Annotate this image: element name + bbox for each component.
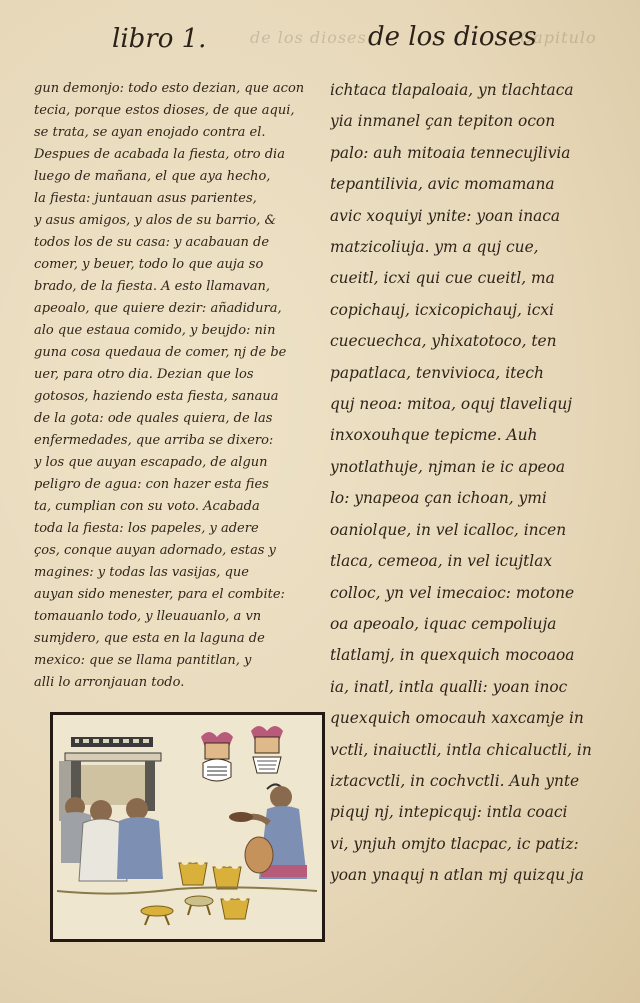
text-line: se trata, se ayan enojado contra el. bbox=[34, 125, 266, 140]
clay-vessel-icon bbox=[245, 837, 273, 873]
bleed-through-text: de los dioses bbox=[250, 28, 367, 47]
text-line: guna cosa quedaua de comer, nj de be bbox=[34, 345, 287, 360]
text-line: iztacvctli, in cochvctli. Auh ynte bbox=[330, 771, 580, 790]
text-line: inxoxouhque tepicme. Auh bbox=[330, 426, 538, 445]
text-line: tecia, porque estos dioses, de que aqui, bbox=[34, 103, 295, 118]
text-line: y asus amigos, y alos de su barrio, & bbox=[34, 213, 277, 228]
deity-head-icon bbox=[201, 732, 233, 781]
feast-illustration bbox=[50, 712, 325, 942]
text-line: avic xoquiyi ynite: yoan inaca bbox=[330, 206, 561, 225]
text-line: toda la fiesta: los papeles, y adere bbox=[34, 521, 259, 536]
text-line: piquj nj, intepicquj: intla coaci bbox=[330, 803, 568, 822]
bleed-through-text: Capitulo bbox=[520, 28, 597, 47]
text-line: tepantilivia, avic momamana bbox=[330, 175, 555, 194]
text-line: mexico: que se llama pantitlan, y bbox=[34, 653, 252, 668]
page-header-title: de los dioses bbox=[368, 22, 537, 52]
text-line: ços, conque auyan adornado, estas y bbox=[34, 543, 276, 558]
text-line: vctli, inaiuctli, intla chicaluctli, in bbox=[330, 740, 592, 759]
text-line: tomauanlo todo, y lleuauanlo, a vn bbox=[34, 609, 262, 624]
text-line: todos los de su casa: y acabauan de bbox=[34, 235, 270, 250]
text-line: gotosos, haziendo esta fiesta, sanaua bbox=[34, 389, 279, 404]
text-line: alo que estaua comido, y beujdo: nin bbox=[34, 323, 276, 338]
text-line: matzicoliuja. ym a quj cue, bbox=[330, 238, 539, 257]
text-line: tlatlamj, in quexquich mocoaoa bbox=[330, 646, 575, 665]
text-line: de la gota: ode quales quiera, de las bbox=[34, 411, 273, 426]
text-line: enfermedades, que arriba se dixero: bbox=[34, 433, 274, 448]
page-header-book: libro 1. bbox=[112, 24, 207, 54]
text-line: cueitl, icxi qui cue cueitl, ma bbox=[330, 269, 555, 288]
text-line: papatlaca, tenvivioca, itech bbox=[330, 363, 544, 382]
text-line: apeoalo, que quiere dezir: añadidura, bbox=[34, 301, 282, 316]
text-line: Despues de acabada la fiesta, otro dia bbox=[34, 147, 285, 162]
text-line: sumjdero, que esta en la laguna de bbox=[34, 631, 265, 646]
text-line: ichtaca tlapaloaia, yn tlachtaca bbox=[330, 81, 574, 99]
food-basket-icon bbox=[213, 859, 241, 889]
deity-head-icon bbox=[251, 726, 283, 773]
text-line: quexquich omocauh xaxcamje in bbox=[330, 709, 584, 728]
text-line: cuecuechca, yhixatotoco, ten bbox=[330, 332, 557, 351]
text-line: yia inmanel çan tepiton ocon bbox=[330, 112, 556, 131]
text-line: copichauj, icxicopichauj, icxi bbox=[330, 300, 554, 319]
text-line: uer, para otro dia. Dezian que los bbox=[34, 367, 254, 382]
text-line: yoan ynaquj n atlan mj quizqu ja bbox=[330, 866, 584, 885]
food-basket-icon bbox=[179, 855, 207, 885]
text-line: ta, cumplian con su voto. Acabada bbox=[34, 499, 260, 514]
text-line: luego de mañana, el que aya hecho, bbox=[34, 169, 271, 184]
text-line: gun demonjo: todo esto dezian, que acon bbox=[34, 81, 305, 96]
text-line: y los que auyan escapado, de algun bbox=[34, 455, 268, 470]
text-line: magines: y todas las vasijas, que bbox=[34, 565, 249, 580]
text-line: tlaca, cemeoa, in vel icujtlax bbox=[330, 552, 553, 571]
food-bowl-icon bbox=[185, 896, 213, 915]
text-line: brado, de la fiesta. A esto llamavan, bbox=[34, 279, 270, 294]
text-line: alli lo arronjauan todo. bbox=[34, 675, 185, 690]
text-line: comer, y beuer, todo lo que auja so bbox=[34, 257, 264, 272]
text-line: peligro de agua: con hazer esta fies bbox=[34, 477, 269, 492]
text-line: ynotlathuje, njman ie ic apeoa bbox=[330, 457, 566, 476]
nahuatl-text-column bbox=[330, 75, 630, 892]
text-line: auyan sido menester, para el combite: bbox=[34, 587, 285, 602]
food-bowl-icon bbox=[141, 906, 173, 925]
text-line: quj neoa: mitoa, oquj tlaveliquj bbox=[330, 395, 573, 414]
text-line: ia, inatl, intla qualli: yoan inoc bbox=[330, 677, 568, 696]
text-line: palo: auh mitoaia tennecujlivia bbox=[330, 143, 571, 162]
food-basket-icon bbox=[221, 891, 249, 919]
text-line: colloc, yn vel imecaioc: motone bbox=[330, 583, 575, 602]
feast-scene bbox=[53, 715, 322, 939]
text-line: oaniolque, in vel icalloc, incen bbox=[330, 520, 567, 539]
ground-line bbox=[57, 887, 317, 893]
spanish-text-column bbox=[34, 78, 326, 694]
text-line: oa apeoalo, iquac cempoliuja bbox=[330, 614, 557, 633]
text-line: la fiesta: juntauan asus parientes, bbox=[34, 191, 257, 206]
seated-figure bbox=[117, 798, 163, 879]
text-line: vi, ynjuh omjto tlacpac, ic patiz: bbox=[330, 834, 579, 853]
text-line: lo: ynapeoa çan ichoan, ymi bbox=[330, 489, 547, 508]
